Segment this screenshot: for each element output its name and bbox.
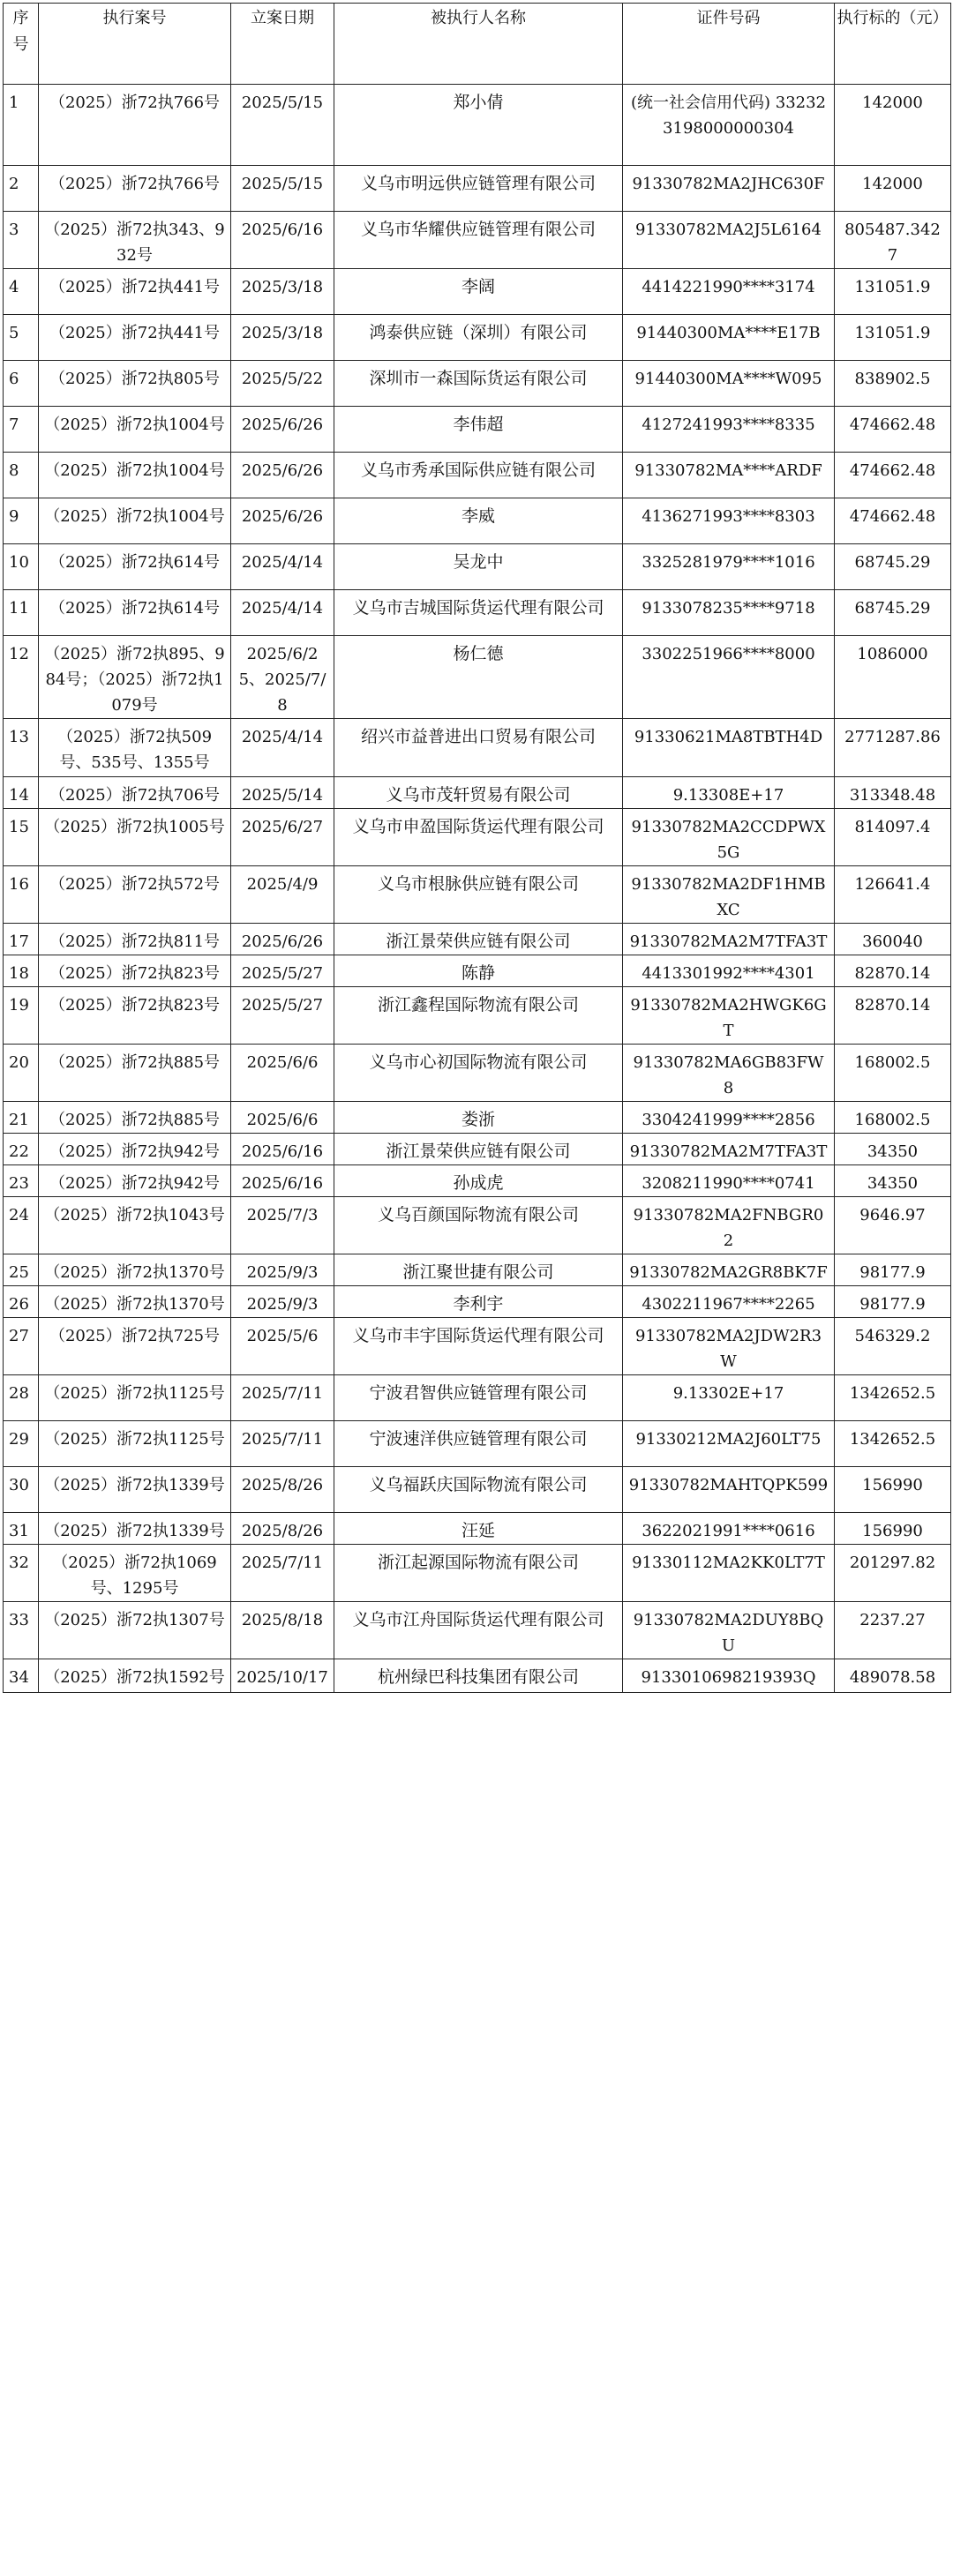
id-number-cell: 9133010698219393Q <box>623 1659 835 1693</box>
id-number-cell: 91330782MA2JHC630F <box>623 166 835 212</box>
id-number-cell: 91330782MA2DUY8BQU <box>623 1602 835 1659</box>
respondent-name-cell: 李阔 <box>334 269 623 315</box>
amount-cell: 1342652.5 <box>835 1421 951 1467</box>
filing-date-cell: 2025/6/26 <box>231 924 334 955</box>
table-row <box>4 1513 951 1545</box>
row-number-cell: 2 <box>4 166 39 212</box>
respondent-name-cell: 义乌市江舟国际货运代理有限公司 <box>334 1602 623 1659</box>
table-row <box>4 1134 951 1165</box>
filing-date-cell: 2025/3/18 <box>231 315 334 361</box>
case-number-cell: （2025）浙72执1069号、1295号 <box>39 1545 231 1602</box>
filing-date-cell: 2025/8/26 <box>231 1467 334 1513</box>
id-number-cell: 9.13302E+17 <box>623 1375 835 1421</box>
filing-date-cell: 2025/8/18 <box>231 1602 334 1659</box>
case-number-cell: （2025）浙72执725号 <box>39 1318 231 1375</box>
header-case-number: 执行案号 <box>39 4 231 85</box>
amount-cell: 131051.9 <box>835 269 951 315</box>
case-number-cell: （2025）浙72执766号 <box>39 166 231 212</box>
respondent-name-cell: 义乌市明远供应链管理有限公司 <box>334 166 623 212</box>
respondent-name-cell: 鸿泰供应链（深圳）有限公司 <box>334 315 623 361</box>
table-row <box>4 1659 951 1693</box>
amount-cell: 82870.14 <box>835 955 951 987</box>
respondent-name-cell: 义乌市丰宇国际货运代理有限公司 <box>334 1318 623 1375</box>
row-number-cell: 34 <box>4 1659 39 1693</box>
id-number-cell: 91330621MA8TBTH4D <box>623 719 835 777</box>
row-number-cell: 16 <box>4 866 39 924</box>
respondent-name-cell: 杨仁德 <box>334 636 623 719</box>
table-row <box>4 1045 951 1102</box>
amount-cell: 156990 <box>835 1513 951 1545</box>
table-row <box>4 987 951 1045</box>
case-number-cell: （2025）浙72执823号 <box>39 987 231 1045</box>
header-id-number: 证件号码 <box>623 4 835 85</box>
case-number-cell: （2025）浙72执811号 <box>39 924 231 955</box>
respondent-name-cell: 浙江景荣供应链有限公司 <box>334 1134 623 1165</box>
id-number-cell: 91330782MA2M7TFA3T <box>623 1134 835 1165</box>
respondent-name-cell: 浙江鑫程国际物流有限公司 <box>334 987 623 1045</box>
respondent-name-cell: 宁波速洋供应链管理有限公司 <box>334 1421 623 1467</box>
case-number-cell: （2025）浙72执614号 <box>39 590 231 636</box>
case-number-cell: （2025）浙72执823号 <box>39 955 231 987</box>
amount-cell: 2237.27 <box>835 1602 951 1659</box>
header-no: 序号 <box>4 4 39 85</box>
respondent-name-cell: 浙江起源国际物流有限公司 <box>334 1545 623 1602</box>
table-row <box>4 1318 951 1375</box>
table-row <box>4 1545 951 1602</box>
id-number-cell: 91440300MA****E17B <box>623 315 835 361</box>
filing-date-cell: 2025/5/27 <box>231 955 334 987</box>
table-row <box>4 498 951 544</box>
filing-date-cell: 2025/6/16 <box>231 212 334 269</box>
header-amount: 执行标的（元） <box>835 4 951 85</box>
filing-date-cell: 2025/4/14 <box>231 544 334 590</box>
filing-date-cell: 2025/6/6 <box>231 1045 334 1102</box>
row-number-cell: 25 <box>4 1254 39 1286</box>
amount-cell: 805487.3427 <box>835 212 951 269</box>
table-row <box>4 636 951 719</box>
filing-date-cell: 2025/6/27 <box>231 809 334 866</box>
table-row <box>4 1254 951 1286</box>
row-number-cell: 20 <box>4 1045 39 1102</box>
amount-cell: 142000 <box>835 85 951 166</box>
row-number-cell: 29 <box>4 1421 39 1467</box>
header-row <box>4 4 951 85</box>
respondent-name-cell: 义乌市心初国际物流有限公司 <box>334 1045 623 1102</box>
filing-date-cell: 2025/7/3 <box>231 1197 334 1254</box>
filing-date-cell: 2025/6/26 <box>231 453 334 498</box>
case-number-cell: （2025）浙72执885号 <box>39 1102 231 1134</box>
respondent-name-cell: 绍兴市益普进出口贸易有限公司 <box>334 719 623 777</box>
id-number-cell: 91330782MA6GB83FW8 <box>623 1045 835 1102</box>
amount-cell: 82870.14 <box>835 987 951 1045</box>
filing-date-cell: 2025/6/25、2025/7/8 <box>231 636 334 719</box>
respondent-name-cell: 深圳市一森国际货运有限公司 <box>334 361 623 407</box>
id-number-cell: (统一社会信用代码) 332323198000000304 <box>623 85 835 166</box>
id-number-cell: 91330782MA2HWGK6GT <box>623 987 835 1045</box>
row-number-cell: 3 <box>4 212 39 269</box>
row-number-cell: 22 <box>4 1134 39 1165</box>
id-number-cell: 3325281979****1016 <box>623 544 835 590</box>
table-row <box>4 453 951 498</box>
respondent-name-cell: 吴龙中 <box>334 544 623 590</box>
id-number-cell: 3302251966****8000 <box>623 636 835 719</box>
id-number-cell: 4136271993****8303 <box>623 498 835 544</box>
id-number-cell: 91330212MA2J60LT75 <box>623 1421 835 1467</box>
filing-date-cell: 2025/6/16 <box>231 1165 334 1197</box>
row-number-cell: 31 <box>4 1513 39 1545</box>
id-number-cell: 3208211990****0741 <box>623 1165 835 1197</box>
case-number-cell: （2025）浙72执1004号 <box>39 453 231 498</box>
table-row <box>4 590 951 636</box>
table-row <box>4 315 951 361</box>
amount-cell: 313348.48 <box>835 777 951 809</box>
amount-cell: 1342652.5 <box>835 1375 951 1421</box>
amount-cell: 34350 <box>835 1134 951 1165</box>
id-number-cell: 4413301992****4301 <box>623 955 835 987</box>
amount-cell: 201297.82 <box>835 1545 951 1602</box>
row-number-cell: 18 <box>4 955 39 987</box>
case-number-cell: （2025）浙72执1005号 <box>39 809 231 866</box>
table-row <box>4 407 951 453</box>
respondent-name-cell: 李威 <box>334 498 623 544</box>
table-row <box>4 361 951 407</box>
id-number-cell: 91330782MAHTQPK599 <box>623 1467 835 1513</box>
filing-date-cell: 2025/4/14 <box>231 590 334 636</box>
table-row <box>4 544 951 590</box>
table-row <box>4 866 951 924</box>
amount-cell: 126641.4 <box>835 866 951 924</box>
table-row <box>4 719 951 777</box>
row-number-cell: 15 <box>4 809 39 866</box>
respondent-name-cell: 汪延 <box>334 1513 623 1545</box>
filing-date-cell: 2025/6/16 <box>231 1134 334 1165</box>
id-number-cell: 9133078235****9718 <box>623 590 835 636</box>
id-number-cell: 91330782MA2GR8BK7F <box>623 1254 835 1286</box>
amount-cell: 360040 <box>835 924 951 955</box>
filing-date-cell: 2025/4/14 <box>231 719 334 777</box>
respondent-name-cell: 孙成虎 <box>334 1165 623 1197</box>
row-number-cell: 23 <box>4 1165 39 1197</box>
amount-cell: 168002.5 <box>835 1045 951 1102</box>
table-row <box>4 1375 951 1421</box>
respondent-name-cell: 义乌市华耀供应链管理有限公司 <box>334 212 623 269</box>
table-row <box>4 1421 951 1467</box>
id-number-cell: 4302211967****2265 <box>623 1286 835 1318</box>
respondent-name-cell: 义乌百颜国际物流有限公司 <box>334 1197 623 1254</box>
row-number-cell: 12 <box>4 636 39 719</box>
case-number-cell: （2025）浙72执1370号 <box>39 1286 231 1318</box>
row-number-cell: 32 <box>4 1545 39 1602</box>
amount-cell: 142000 <box>835 166 951 212</box>
amount-cell: 98177.9 <box>835 1286 951 1318</box>
amount-cell: 68745.29 <box>835 544 951 590</box>
amount-cell: 838902.5 <box>835 361 951 407</box>
amount-cell: 546329.2 <box>835 1318 951 1375</box>
id-number-cell: 4414221990****3174 <box>623 269 835 315</box>
case-number-cell: （2025）浙72执766号 <box>39 85 231 166</box>
respondent-name-cell: 陈静 <box>334 955 623 987</box>
case-number-cell: （2025）浙72执1004号 <box>39 407 231 453</box>
header-filing-date: 立案日期 <box>231 4 334 85</box>
case-number-cell: （2025）浙72执1125号 <box>39 1375 231 1421</box>
respondent-name-cell: 义乌市秀承国际供应链有限公司 <box>334 453 623 498</box>
case-number-cell: （2025）浙72执885号 <box>39 1045 231 1102</box>
respondent-name-cell: 杭州绿巴科技集团有限公司 <box>334 1659 623 1693</box>
row-number-cell: 7 <box>4 407 39 453</box>
respondent-name-cell: 宁波君智供应链管理有限公司 <box>334 1375 623 1421</box>
case-number-cell: （2025）浙72执1339号 <box>39 1513 231 1545</box>
case-number-cell: （2025）浙72执572号 <box>39 866 231 924</box>
filing-date-cell: 2025/5/15 <box>231 166 334 212</box>
table-row <box>4 955 951 987</box>
table-row <box>4 1197 951 1254</box>
respondent-name-cell: 娄浙 <box>334 1102 623 1134</box>
table-body <box>4 85 951 1693</box>
filing-date-cell: 2025/7/11 <box>231 1421 334 1467</box>
amount-cell: 98177.9 <box>835 1254 951 1286</box>
amount-cell: 68745.29 <box>835 590 951 636</box>
respondent-name-cell: 义乌市茂轩贸易有限公司 <box>334 777 623 809</box>
amount-cell: 168002.5 <box>835 1102 951 1134</box>
table-row <box>4 1467 951 1513</box>
row-number-cell: 5 <box>4 315 39 361</box>
filing-date-cell: 2025/4/9 <box>231 866 334 924</box>
table-row <box>4 85 951 166</box>
amount-cell: 474662.48 <box>835 453 951 498</box>
case-number-cell: （2025）浙72执895、984号；（2025）浙72执1079号 <box>39 636 231 719</box>
row-number-cell: 10 <box>4 544 39 590</box>
case-number-cell: （2025）浙72执706号 <box>39 777 231 809</box>
case-number-cell: （2025）浙72执805号 <box>39 361 231 407</box>
respondent-name-cell: 浙江聚世捷有限公司 <box>334 1254 623 1286</box>
id-number-cell: 91440300MA****W095 <box>623 361 835 407</box>
row-number-cell: 21 <box>4 1102 39 1134</box>
filing-date-cell: 2025/5/27 <box>231 987 334 1045</box>
id-number-cell: 91330782MA2CCDPWX5G <box>623 809 835 866</box>
id-number-cell: 91330782MA2JDW2R3W <box>623 1318 835 1375</box>
respondent-name-cell: 浙江景荣供应链有限公司 <box>334 924 623 955</box>
respondent-name-cell: 李伟超 <box>334 407 623 453</box>
row-number-cell: 14 <box>4 777 39 809</box>
table-row <box>4 924 951 955</box>
amount-cell: 489078.58 <box>835 1659 951 1693</box>
amount-cell: 474662.48 <box>835 498 951 544</box>
row-number-cell: 13 <box>4 719 39 777</box>
filing-date-cell: 2025/7/11 <box>231 1545 334 1602</box>
amount-cell: 131051.9 <box>835 315 951 361</box>
id-number-cell: 3622021991****0616 <box>623 1513 835 1545</box>
table-row <box>4 777 951 809</box>
table-row <box>4 212 951 269</box>
case-number-cell: （2025）浙72执343、932号 <box>39 212 231 269</box>
table-row <box>4 1602 951 1659</box>
case-number-cell: （2025）浙72执1339号 <box>39 1467 231 1513</box>
row-number-cell: 33 <box>4 1602 39 1659</box>
row-number-cell: 27 <box>4 1318 39 1375</box>
filing-date-cell: 2025/3/18 <box>231 269 334 315</box>
filing-date-cell: 2025/9/3 <box>231 1286 334 1318</box>
amount-cell: 2771287.86 <box>835 719 951 777</box>
filing-date-cell: 2025/10/17 <box>231 1659 334 1693</box>
filing-date-cell: 2025/6/26 <box>231 407 334 453</box>
row-number-cell: 17 <box>4 924 39 955</box>
row-number-cell: 11 <box>4 590 39 636</box>
filing-date-cell: 2025/5/6 <box>231 1318 334 1375</box>
row-number-cell: 28 <box>4 1375 39 1421</box>
case-number-cell: （2025）浙72执1370号 <box>39 1254 231 1286</box>
filing-date-cell: 2025/5/15 <box>231 85 334 166</box>
row-number-cell: 30 <box>4 1467 39 1513</box>
respondent-name-cell: 郑小倩 <box>334 85 623 166</box>
table-row <box>4 1102 951 1134</box>
filing-date-cell: 2025/8/26 <box>231 1513 334 1545</box>
filing-date-cell: 2025/6/6 <box>231 1102 334 1134</box>
enforcement-table <box>3 3 951 1693</box>
case-number-cell: （2025）浙72执942号 <box>39 1165 231 1197</box>
filing-date-cell: 2025/6/26 <box>231 498 334 544</box>
table-row <box>4 809 951 866</box>
id-number-cell: 91330782MA2J5L6164 <box>623 212 835 269</box>
case-number-cell: （2025）浙72执1307号 <box>39 1602 231 1659</box>
case-number-cell: （2025）浙72执1125号 <box>39 1421 231 1467</box>
table-row <box>4 166 951 212</box>
respondent-name-cell: 义乌市吉城国际货运代理有限公司 <box>334 590 623 636</box>
id-number-cell: 91330782MA2DF1HMBXC <box>623 866 835 924</box>
filing-date-cell: 2025/7/11 <box>231 1375 334 1421</box>
filing-date-cell: 2025/5/14 <box>231 777 334 809</box>
id-number-cell: 9.13308E+17 <box>623 777 835 809</box>
row-number-cell: 6 <box>4 361 39 407</box>
row-number-cell: 19 <box>4 987 39 1045</box>
case-number-cell: （2025）浙72执614号 <box>39 544 231 590</box>
row-number-cell: 9 <box>4 498 39 544</box>
amount-cell: 9646.97 <box>835 1197 951 1254</box>
id-number-cell: 4127241993****8335 <box>623 407 835 453</box>
case-number-cell: （2025）浙72执1004号 <box>39 498 231 544</box>
filing-date-cell: 2025/9/3 <box>231 1254 334 1286</box>
respondent-name-cell: 义乌福跃庆国际物流有限公司 <box>334 1467 623 1513</box>
case-number-cell: （2025）浙72执441号 <box>39 269 231 315</box>
header-respondent-name: 被执行人名称 <box>334 4 623 85</box>
amount-cell: 814097.4 <box>835 809 951 866</box>
id-number-cell: 3304241999****2856 <box>623 1102 835 1134</box>
case-number-cell: （2025）浙72执942号 <box>39 1134 231 1165</box>
id-number-cell: 91330782MA2M7TFA3T <box>623 924 835 955</box>
respondent-name-cell: 李利宇 <box>334 1286 623 1318</box>
table-row <box>4 1286 951 1318</box>
respondent-name-cell: 义乌市申盈国际货运代理有限公司 <box>334 809 623 866</box>
id-number-cell: 91330782MA2FNBGR02 <box>623 1197 835 1254</box>
case-number-cell: （2025）浙72执441号 <box>39 315 231 361</box>
amount-cell: 156990 <box>835 1467 951 1513</box>
row-number-cell: 26 <box>4 1286 39 1318</box>
case-number-cell: （2025）浙72执1043号 <box>39 1197 231 1254</box>
amount-cell: 1086000 <box>835 636 951 719</box>
filing-date-cell: 2025/5/22 <box>231 361 334 407</box>
amount-cell: 474662.48 <box>835 407 951 453</box>
case-number-cell: （2025）浙72执509号、535号、1355号 <box>39 719 231 777</box>
row-number-cell: 8 <box>4 453 39 498</box>
id-number-cell: 91330782MA****ARDF <box>623 453 835 498</box>
case-number-cell: （2025）浙72执1592号 <box>39 1659 231 1693</box>
table-row <box>4 269 951 315</box>
row-number-cell: 4 <box>4 269 39 315</box>
id-number-cell: 91330112MA2KK0LT7T <box>623 1545 835 1602</box>
row-number-cell: 24 <box>4 1197 39 1254</box>
respondent-name-cell: 义乌市根脉供应链有限公司 <box>334 866 623 924</box>
table-row <box>4 1165 951 1197</box>
amount-cell: 34350 <box>835 1165 951 1197</box>
row-number-cell: 1 <box>4 85 39 166</box>
